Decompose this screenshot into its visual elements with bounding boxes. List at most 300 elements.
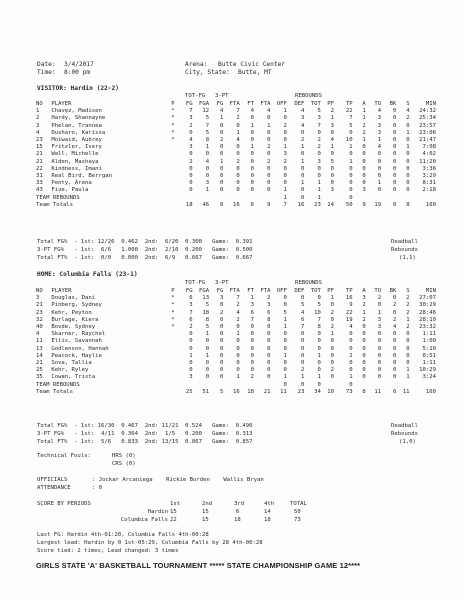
- table-row: [36, 346, 436, 353]
- period-header-4th: 4th: [264, 501, 275, 507]
- cell: 0: [393, 187, 397, 194]
- home-deadball-value: (1,0): [399, 439, 416, 445]
- table-header-row: [36, 101, 436, 108]
- period-header-1st: 1st: [170, 501, 181, 507]
- cell: 0: [301, 165, 305, 172]
- cell: 1: [317, 180, 321, 187]
- cell: Douglas, Dani: [51, 295, 96, 302]
- period-team-hardin: Hardin: [147, 509, 168, 515]
- cell: 2: [301, 367, 305, 374]
- table-row: [36, 338, 436, 345]
- team-totals-value: 11: [402, 388, 410, 395]
- team-totals-value: 8: [219, 201, 224, 208]
- cell: 4: [236, 309, 240, 316]
- cell: 5: [317, 108, 321, 115]
- team-rebounds-value: 0: [317, 381, 321, 388]
- cell: 0: [393, 151, 397, 158]
- team-totals-value: 5: [219, 388, 224, 395]
- cell: [167, 353, 178, 360]
- cell: 10: [345, 137, 353, 144]
- cell: Five, Paula: [51, 187, 89, 194]
- cell: 1: [250, 144, 255, 151]
- cell: 1: [362, 309, 366, 316]
- cell: 1: [301, 374, 305, 381]
- cell: 32: [36, 316, 43, 323]
- cell: 1: [349, 144, 353, 151]
- cell: *: [171, 324, 175, 331]
- cell: 3: [377, 324, 382, 331]
- visitor-totals-line-3: Total FT% - 1st: 0/0 0.000 2nd: 6/9 0.667 Game: 0.667: [37, 255, 253, 261]
- cell: 2: [330, 309, 334, 316]
- cell: 1: [219, 115, 224, 122]
- cell: 1: [330, 144, 334, 151]
- team-totals-value: 19: [374, 201, 382, 208]
- cell: [167, 151, 178, 158]
- cell: 3: [189, 144, 193, 151]
- cell: 0: [377, 360, 382, 367]
- cell: 2: [362, 122, 366, 129]
- cell: 0: [267, 129, 271, 136]
- cell: TO: [374, 101, 382, 107]
- cell: 0: [362, 352, 366, 359]
- cell: 0: [250, 352, 255, 359]
- cell: 0: [406, 187, 410, 194]
- team-totals-value: 8: [362, 388, 366, 395]
- cell: 0: [219, 165, 224, 172]
- cell: 21: [36, 151, 43, 158]
- cell: 0: [393, 165, 397, 172]
- cell: 0: [301, 295, 305, 302]
- cell: 0: [317, 173, 321, 180]
- cell: TP: [345, 288, 353, 294]
- cell: 2: [283, 158, 287, 165]
- cell: 2:18: [422, 187, 436, 194]
- cell: 3: [330, 122, 334, 129]
- cell: 0: [406, 173, 410, 180]
- cell: 1: [301, 144, 305, 151]
- cell: 1: [317, 352, 321, 359]
- cell: 0: [393, 122, 397, 129]
- cell: 0: [301, 352, 305, 359]
- cell: 1: [362, 108, 366, 115]
- cell: 0: [377, 345, 382, 352]
- visitor-group-totfg: TOT-FG: [185, 93, 206, 99]
- cell: 1: [362, 115, 366, 122]
- cell: 0: [330, 165, 334, 172]
- team-totals-value: 51: [202, 388, 210, 395]
- cell: 21: [36, 360, 43, 367]
- cell: 7: [301, 324, 305, 331]
- visitor-totals-line-2: 3-PT FG% - 1st: 6/6 1.000 2nd: 2/10 0.200 Game: 0.500: [37, 247, 253, 253]
- cell: 0: [205, 338, 210, 345]
- cell: 3: [36, 295, 40, 302]
- attendance-label: ATTENDANCE: [37, 485, 71, 491]
- cell: 0: [317, 165, 321, 172]
- cell: 11:20: [419, 158, 436, 165]
- table-row: [36, 295, 436, 302]
- cell: 0: [250, 180, 255, 187]
- cell: 5: [317, 302, 321, 309]
- cell: 0: [219, 316, 224, 323]
- period-header-total: TOTAL: [290, 501, 307, 507]
- cell: 18: [202, 309, 210, 316]
- cell: 30:29: [419, 302, 436, 309]
- team-totals-value: 9: [267, 201, 271, 208]
- cell: 0: [377, 151, 382, 158]
- visitor-totals-line-1: Total FG% - 1st: 12/26 0.462 2nd: 6/20 0.300 Game: 0.391: [37, 239, 253, 245]
- cell: 0: [393, 367, 397, 374]
- cell: [167, 346, 178, 353]
- home-group-3pt: 3-PT: [215, 280, 229, 286]
- team-totals-value: 16: [233, 388, 240, 395]
- cell: Pinberg, Sydney: [51, 302, 102, 309]
- cell: 4: [377, 108, 382, 115]
- cell: 0: [267, 173, 271, 180]
- cell: 0: [330, 302, 334, 309]
- home-totals-line-3: Total FT% - 1st: 5/6 0.833 2nd: 13/15 0.867 Game: 0.857: [37, 439, 253, 445]
- cell: 0: [349, 345, 353, 352]
- cell: 1: [377, 137, 382, 144]
- cell: [167, 159, 178, 166]
- cell: 0: [349, 367, 353, 374]
- cell: MIN: [425, 288, 436, 294]
- cell: FTA: [260, 288, 271, 294]
- cell: 0: [301, 151, 305, 158]
- cell: Godlenson, Hannah: [51, 345, 109, 352]
- table-row: [36, 302, 436, 309]
- cell: 0: [330, 151, 334, 158]
- table-row: [36, 130, 436, 137]
- visitor-group-rebounds: REBOUNDS: [295, 93, 322, 99]
- cell: 14: [36, 352, 43, 359]
- home-deadball-label: Deadball: [391, 423, 418, 429]
- cell: 24:32: [419, 108, 436, 115]
- cell: 0: [377, 367, 382, 374]
- cell: 2: [236, 158, 240, 165]
- cell: Kindness, Imani: [51, 165, 102, 172]
- cell: 0: [250, 115, 255, 122]
- cell: 0: [267, 338, 271, 345]
- team-rebounds-label: TEAM REBOUNDS: [36, 381, 80, 388]
- cell: 1: [283, 187, 287, 194]
- cell: 4: [236, 137, 240, 144]
- cell: 2: [362, 129, 366, 136]
- cell: 2: [236, 316, 240, 323]
- cell: 0: [267, 180, 271, 187]
- cell: 0: [250, 158, 255, 165]
- cell: 0: [283, 338, 287, 345]
- cell: 0: [267, 115, 271, 122]
- cell: [167, 338, 178, 345]
- cell: 0: [205, 173, 210, 180]
- period-team-columbia-falls: Columbia Falls: [120, 517, 168, 523]
- cell: 1: [219, 158, 224, 165]
- cell: 2: [219, 309, 224, 316]
- technical-fouls-label: Technical Fouls:: [37, 453, 91, 459]
- cell: 0: [362, 324, 366, 331]
- cell: 1: [406, 316, 410, 323]
- table-row: [36, 123, 436, 130]
- cell: 0: [349, 187, 353, 194]
- cell: 0: [349, 165, 353, 172]
- cell: *: [171, 309, 175, 316]
- cell: [167, 360, 178, 367]
- team-totals-value: 160: [425, 201, 436, 208]
- cell: 0: [283, 295, 287, 302]
- visitor-box-table: [36, 101, 436, 209]
- cell: 1: [301, 158, 305, 165]
- score-by-periods-label: SCORE BY PERIODS: [37, 501, 91, 507]
- team-rebounds-value: 1: [283, 194, 287, 201]
- cell: 3: [317, 158, 321, 165]
- arena-label: Arena:: [185, 61, 208, 68]
- cell: 0: [219, 173, 224, 180]
- table-header-row: [36, 288, 436, 295]
- cell: FG: [185, 101, 193, 107]
- cell: 0: [393, 309, 397, 316]
- period-header-3rd: 3rd: [234, 501, 245, 507]
- cell: 7: [317, 122, 321, 129]
- cell: Skarner, Raychel: [51, 331, 106, 338]
- cell: 2: [236, 115, 240, 122]
- cell: 0: [349, 129, 353, 136]
- cell: 0: [406, 165, 410, 172]
- cell: 1:00: [422, 338, 436, 345]
- cell: 4: [330, 137, 334, 144]
- table-row: [36, 180, 436, 187]
- cell: 0: [219, 144, 224, 151]
- cell: 1: [349, 374, 353, 381]
- cell: 0: [189, 180, 193, 187]
- cell: 1: [330, 295, 334, 302]
- cell: 28:10: [419, 316, 436, 323]
- cell: 25:34: [419, 115, 436, 122]
- cell: 0: [267, 324, 271, 331]
- team-rebounds-row: [36, 195, 436, 202]
- team-rebounds-value: 0: [349, 381, 353, 388]
- cell: 2: [330, 324, 334, 331]
- cell: 1: [317, 374, 321, 381]
- cell: Ellis, Savannah: [51, 338, 102, 345]
- cell: 7: [317, 316, 321, 323]
- cell: 2: [362, 316, 366, 323]
- cell: 0: [219, 360, 224, 367]
- cell: 3: [189, 302, 193, 309]
- team-totals-value: 34: [314, 388, 321, 395]
- cell: FT: [247, 101, 255, 107]
- cell: 2: [393, 302, 397, 309]
- team-rebounds-value: [321, 195, 334, 202]
- cell: 0: [301, 129, 305, 136]
- cell: TO: [374, 288, 382, 294]
- cell: 0: [393, 129, 397, 136]
- cell: 6: [267, 309, 271, 316]
- cell: 7: [205, 122, 210, 129]
- cell: FG: [216, 101, 224, 107]
- cell: 0: [189, 165, 193, 172]
- cell: 7: [236, 108, 240, 115]
- cell: 0: [393, 345, 397, 352]
- cell: 1: [362, 137, 366, 144]
- cell: 0: [349, 173, 353, 180]
- home-totals-line-2: 3-PT FG% - 1st: 4/11 0.364 2nd: 1/5 0.200 Game: 0.313: [37, 431, 253, 437]
- cell: DEF: [294, 288, 305, 294]
- cell: 2: [267, 158, 271, 165]
- cell: 0: [301, 173, 305, 180]
- home-rebounds-label: Rebounds: [391, 431, 418, 437]
- cell: 0: [219, 338, 224, 345]
- cell: 0: [362, 374, 366, 381]
- cell: 2: [317, 144, 321, 151]
- cell: 0: [301, 187, 305, 194]
- cell: 0: [317, 338, 321, 345]
- cell: 0: [330, 173, 334, 180]
- cell: 13: [202, 295, 210, 302]
- cell: 0: [377, 187, 382, 194]
- team-totals-value: 50: [345, 201, 353, 208]
- cell: 40: [36, 324, 43, 331]
- cell: 5: [301, 302, 305, 309]
- cell: S: [406, 288, 410, 294]
- period-cf-3rd: 18: [234, 517, 241, 523]
- cell: 0: [250, 173, 255, 180]
- cell: 0: [236, 338, 240, 345]
- date-label: Date:: [37, 61, 56, 68]
- cell: 0: [393, 331, 397, 338]
- cell: [167, 331, 178, 338]
- home-group-totfg: TOT-FG: [185, 280, 206, 286]
- table-row: [36, 317, 436, 324]
- cell: 0: [317, 345, 321, 352]
- cell: PLAYER: [51, 288, 72, 294]
- cell: 1: [205, 144, 210, 151]
- table-row: [36, 159, 436, 166]
- cell: 5: [205, 302, 210, 309]
- cell: FG: [185, 288, 193, 294]
- cell: 3: [219, 295, 224, 302]
- officials-names: : Jockar Arcaniega Rickie Borden Wallis Bryan: [92, 477, 264, 483]
- cell: 0: [317, 360, 321, 367]
- cell: 3: [189, 374, 193, 381]
- cell: 7: [250, 316, 255, 323]
- cell: P: [171, 288, 175, 294]
- cell: 1:11: [422, 331, 436, 338]
- cell: 2: [406, 302, 410, 309]
- cell: 0: [330, 129, 334, 136]
- cell: 0: [362, 331, 366, 338]
- cell: 0: [393, 180, 397, 187]
- cell: 2: [317, 137, 321, 144]
- team-rebounds-value: 1: [317, 194, 321, 201]
- cell: [167, 166, 178, 173]
- cell: Moiwaid, Aubrey: [51, 137, 102, 144]
- period-hardin-3rd: 6: [236, 509, 240, 515]
- cell: 0: [317, 367, 321, 374]
- cell: 11: [36, 338, 43, 345]
- cell: 0: [236, 360, 240, 367]
- cell: 0: [219, 302, 224, 309]
- cell: 0: [283, 173, 287, 180]
- time-label: Time:: [37, 69, 56, 76]
- cell: 4: [301, 108, 305, 115]
- cell: 0: [267, 345, 271, 352]
- cell: 5: [205, 324, 210, 331]
- note-score-tied: Score tied: 2 times, Lead changed: 3 times: [37, 548, 179, 554]
- cell: 2: [406, 115, 410, 122]
- cell: 0: [250, 367, 255, 374]
- cell: 2: [330, 367, 334, 374]
- cell: 0: [393, 158, 397, 165]
- cell: 0: [219, 324, 224, 331]
- cell: 0: [250, 165, 255, 172]
- cell: 0: [393, 137, 397, 144]
- team-totals-value: 73: [345, 388, 353, 395]
- team-totals-row: [36, 202, 436, 209]
- cell: 1: [377, 309, 382, 316]
- cell: 0: [317, 129, 321, 136]
- cell: Phelan, Trannea: [51, 122, 102, 129]
- cell: 8: [205, 137, 210, 144]
- cell: 1: [205, 352, 210, 359]
- cell: 0: [283, 360, 287, 367]
- cell: 0: [250, 151, 255, 158]
- arena-value: Butte Civic Center: [218, 61, 286, 68]
- cell: 43: [36, 187, 43, 194]
- city-label: City, State:: [185, 69, 230, 76]
- cell: 0: [205, 360, 210, 367]
- period-cf-4th: 18: [264, 517, 271, 523]
- cell: 1: [283, 316, 287, 323]
- cell: 5: [283, 309, 287, 316]
- table-row: [36, 173, 436, 180]
- cell: 0: [236, 324, 240, 331]
- cell: PLAYER: [51, 101, 72, 107]
- cell: 35: [36, 374, 43, 381]
- cell: 3: [301, 115, 305, 122]
- cell: FT: [247, 288, 255, 294]
- cell: [167, 367, 178, 374]
- cell: 0: [189, 345, 193, 352]
- note-last-fg: Last FG: Hardin 4th-01:20, Columbia Falls 4th-00:28: [37, 532, 209, 538]
- cell: 1: [330, 331, 334, 338]
- cell: 0: [283, 115, 287, 122]
- attendance-value: : 0: [92, 485, 103, 491]
- cell: 0: [250, 338, 255, 345]
- cell: MIN: [425, 101, 436, 107]
- cell: 0: [406, 338, 410, 345]
- technical-fouls-visitor: HRS (0): [112, 453, 136, 459]
- cell: 0: [377, 173, 382, 180]
- cell: 23:32: [419, 324, 436, 331]
- cell: Kehr, Peyton: [51, 309, 92, 316]
- cell: 3:24: [422, 374, 436, 381]
- cell: 0: [406, 151, 410, 158]
- cell: Hardy, Shannayne: [51, 115, 106, 122]
- cell: 0: [393, 374, 397, 381]
- cell: 10:29: [419, 367, 436, 374]
- cell: 0: [393, 295, 397, 302]
- cell: 10: [314, 309, 321, 316]
- team-totals-value: 11: [374, 388, 382, 395]
- cell: 8:31: [422, 180, 436, 187]
- cell: 8: [267, 316, 271, 323]
- cell: Wall, Michelle: [51, 151, 99, 158]
- visitor-deadball-value: (1,1): [399, 255, 416, 261]
- cell: 2: [189, 158, 193, 165]
- cell: Real Bird, Berrgan: [51, 173, 112, 180]
- period-hardin-1st: 15: [170, 509, 177, 515]
- cell: 0: [377, 338, 382, 345]
